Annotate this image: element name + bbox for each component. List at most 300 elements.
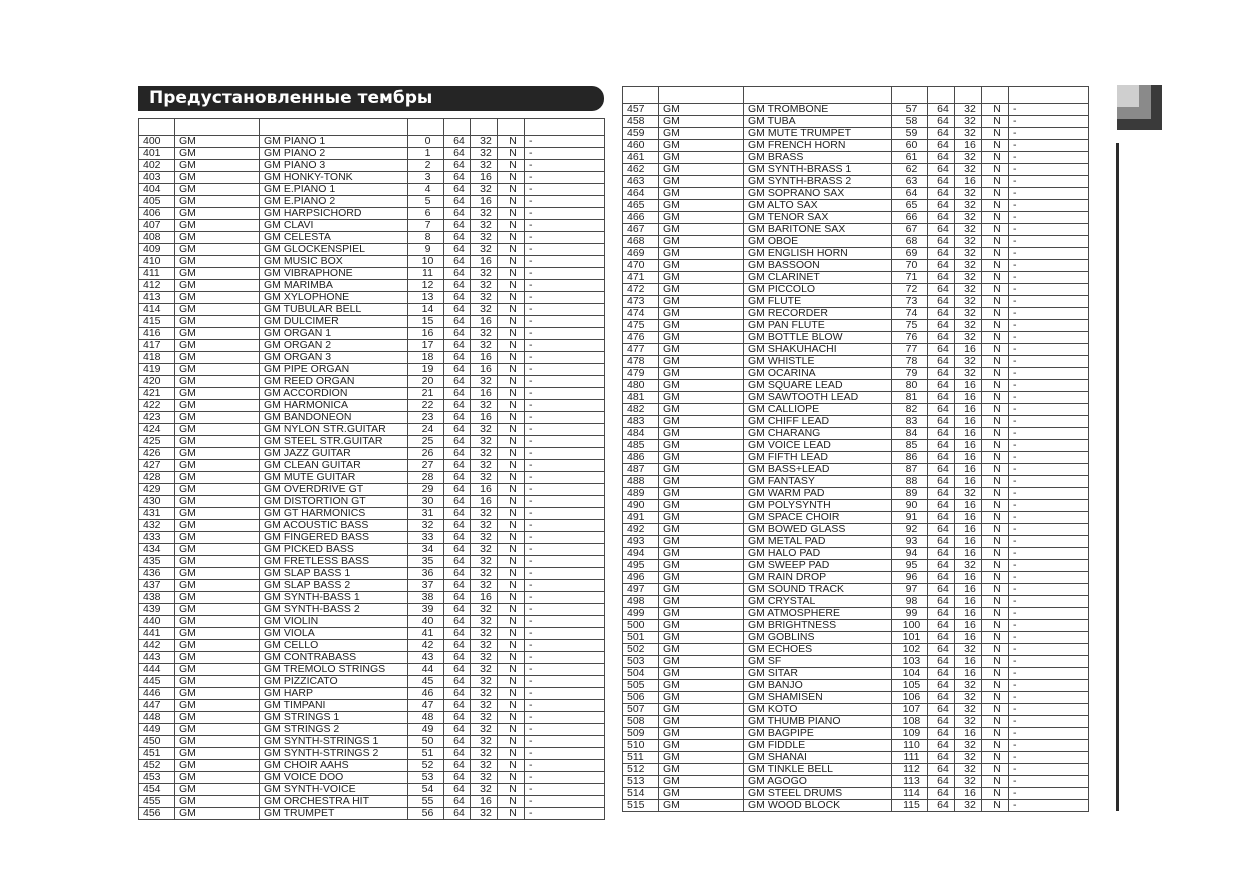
mode-cell: N (498, 184, 525, 196)
voice-number-cell: 423 (139, 412, 175, 424)
voice-name-cell: GM SOPRANO SAX (744, 188, 892, 200)
program-cell: 93 (892, 536, 928, 548)
mode-cell: N (498, 388, 525, 400)
program-cell: 107 (892, 704, 928, 716)
bank-cell: GM (659, 680, 744, 692)
mode-cell: N (498, 628, 525, 640)
bank-cell: GM (175, 580, 260, 592)
table-row (623, 608, 1089, 620)
voice-name-cell: GM CHIFF LEAD (744, 416, 892, 428)
voice-number-cell: 417 (139, 340, 175, 352)
bank-cell: GM (175, 460, 260, 472)
bank-cell: GM (175, 652, 260, 664)
voice-name-cell: GM SOUND TRACK (744, 584, 892, 596)
program-cell: 28 (408, 472, 444, 484)
voice-name-cell: GM CELESTA (260, 232, 408, 244)
program-cell: 60 (892, 140, 928, 152)
volume-cell: 64 (444, 448, 471, 460)
program-cell: 26 (408, 448, 444, 460)
mode-cell: N (982, 596, 1009, 608)
voice-number-cell: 458 (623, 116, 659, 128)
bank-cell: GM (175, 172, 260, 184)
option-cell: - (525, 664, 605, 676)
program-cell: 101 (892, 632, 928, 644)
volume-cell: 64 (444, 436, 471, 448)
voice-number-cell: 512 (623, 764, 659, 776)
voice-name-cell: GM MUTE TRUMPET (744, 128, 892, 140)
voice-name-cell: GM PIZZICATO (260, 676, 408, 688)
volume-cell: 64 (928, 224, 955, 236)
voice-number-cell: 408 (139, 232, 175, 244)
octave-cell: 32 (955, 800, 982, 812)
voice-number-cell: 449 (139, 724, 175, 736)
bank-cell: GM (659, 188, 744, 200)
voice-name-cell: GM ATMOSPHERE (744, 608, 892, 620)
program-cell: 73 (892, 296, 928, 308)
mode-cell: N (498, 160, 525, 172)
option-cell: - (525, 400, 605, 412)
bank-cell: GM (175, 148, 260, 160)
mode-cell: N (982, 200, 1009, 212)
program-cell: 104 (892, 668, 928, 680)
voice-number-cell: 470 (623, 260, 659, 272)
table-row (623, 476, 1089, 488)
voice-name-cell: GM PIANO 3 (260, 160, 408, 172)
voice-name-cell: GM ACOUSTIC BASS (260, 520, 408, 532)
octave-cell: 16 (471, 796, 498, 808)
program-cell: 70 (892, 260, 928, 272)
voice-number-cell: 491 (623, 512, 659, 524)
bank-cell: GM (175, 232, 260, 244)
voice-name-cell: GM REED ORGAN (260, 376, 408, 388)
voice-name-cell: GM GT HARMONICS (260, 508, 408, 520)
octave-cell: 16 (955, 596, 982, 608)
volume-cell: 64 (928, 464, 955, 476)
octave-cell: 16 (955, 584, 982, 596)
volume-cell: 64 (444, 628, 471, 640)
table-row (139, 340, 605, 352)
bank-cell: GM (659, 584, 744, 596)
option-cell: - (1009, 704, 1089, 716)
voice-name-cell: GM DULCIMER (260, 316, 408, 328)
voice-name-cell: GM STEEL STR.GUITAR (260, 436, 408, 448)
voice-name-cell: GM BARITONE SAX (744, 224, 892, 236)
mode-cell: N (982, 260, 1009, 272)
voice-name-cell: GM FLUTE (744, 296, 892, 308)
bank-cell: GM (175, 316, 260, 328)
header-cell (982, 87, 1009, 104)
option-cell: - (525, 364, 605, 376)
bank-cell: GM (175, 328, 260, 340)
program-cell: 59 (892, 128, 928, 140)
program-cell: 81 (892, 392, 928, 404)
voice-name-cell: GM THUMB PIANO (744, 716, 892, 728)
voice-name-cell: GM TIMPANI (260, 700, 408, 712)
voice-name-cell: GM XYLOPHONE (260, 292, 408, 304)
octave-cell: 16 (955, 140, 982, 152)
option-cell: - (525, 136, 605, 148)
mode-cell: N (982, 656, 1009, 668)
volume-cell: 64 (928, 764, 955, 776)
option-cell: - (525, 256, 605, 268)
table-row (623, 344, 1089, 356)
table-row (139, 436, 605, 448)
bank-cell: GM (175, 208, 260, 220)
program-cell: 75 (892, 320, 928, 332)
voice-number-cell: 412 (139, 280, 175, 292)
volume-cell: 64 (928, 176, 955, 188)
voice-number-cell: 427 (139, 460, 175, 472)
volume-cell: 64 (928, 788, 955, 800)
table-row (139, 736, 605, 748)
octave-cell: 16 (955, 632, 982, 644)
bank-cell: GM (175, 496, 260, 508)
mode-cell: N (498, 808, 525, 820)
bank-cell: GM (175, 676, 260, 688)
page-title: Предустановленные тембры (138, 86, 604, 111)
bank-cell: GM (659, 152, 744, 164)
program-cell: 30 (408, 496, 444, 508)
voice-name-cell: GM CLARINET (744, 272, 892, 284)
voice-number-cell: 410 (139, 256, 175, 268)
voice-number-cell: 446 (139, 688, 175, 700)
program-cell: 77 (892, 344, 928, 356)
volume-cell: 64 (444, 592, 471, 604)
option-cell: - (525, 208, 605, 220)
mode-cell: N (982, 800, 1009, 812)
table-row (623, 716, 1089, 728)
table-row (623, 488, 1089, 500)
mode-cell: N (982, 560, 1009, 572)
option-cell: - (1009, 320, 1089, 332)
table-row (623, 308, 1089, 320)
program-cell: 29 (408, 484, 444, 496)
mode-cell: N (498, 580, 525, 592)
program-cell: 35 (408, 556, 444, 568)
table-row (139, 784, 605, 796)
table-row (139, 640, 605, 652)
header-cell (471, 119, 498, 136)
option-cell: - (525, 580, 605, 592)
voice-number-cell: 428 (139, 472, 175, 484)
voice-number-cell: 432 (139, 520, 175, 532)
octave-cell: 32 (955, 128, 982, 140)
volume-cell: 64 (928, 776, 955, 788)
voice-name-cell: GM ACCORDION (260, 388, 408, 400)
header-cell (444, 119, 471, 136)
octave-cell: 32 (471, 232, 498, 244)
octave-cell: 32 (471, 784, 498, 796)
voice-number-cell: 429 (139, 484, 175, 496)
voice-name-cell: GM TENOR SAX (744, 212, 892, 224)
volume-cell: 64 (928, 416, 955, 428)
program-cell: 88 (892, 476, 928, 488)
bank-cell: GM (175, 724, 260, 736)
table-row (623, 380, 1089, 392)
bank-cell: GM (659, 236, 744, 248)
mode-cell: N (498, 748, 525, 760)
program-cell: 91 (892, 512, 928, 524)
bank-cell: GM (659, 668, 744, 680)
bank-cell: GM (659, 224, 744, 236)
bank-cell: GM (175, 544, 260, 556)
voice-name-cell: GM STRINGS 2 (260, 724, 408, 736)
header-cell (1009, 87, 1089, 104)
table-row (139, 772, 605, 784)
table-row (623, 296, 1089, 308)
option-cell: - (1009, 620, 1089, 632)
table-row (139, 724, 605, 736)
option-cell: - (525, 352, 605, 364)
mode-cell: N (498, 292, 525, 304)
octave-cell: 32 (471, 184, 498, 196)
octave-cell: 16 (471, 412, 498, 424)
option-cell: - (525, 328, 605, 340)
option-cell: - (1009, 164, 1089, 176)
option-cell: - (1009, 188, 1089, 200)
table-row (623, 428, 1089, 440)
volume-cell: 64 (444, 196, 471, 208)
voice-name-cell: GM BRASS (744, 152, 892, 164)
table-row (139, 748, 605, 760)
volume-cell: 64 (444, 460, 471, 472)
table-row (139, 796, 605, 808)
volume-cell: 64 (444, 304, 471, 316)
octave-cell: 16 (471, 364, 498, 376)
voice-name-cell: GM POLYSYNTH (744, 500, 892, 512)
voice-number-cell: 426 (139, 448, 175, 460)
bank-cell: GM (175, 292, 260, 304)
page-tab-marker-light (1117, 85, 1139, 107)
mode-cell: N (982, 368, 1009, 380)
option-cell: - (525, 376, 605, 388)
octave-cell: 32 (471, 340, 498, 352)
voice-name-cell: GM STEEL DRUMS (744, 788, 892, 800)
voice-number-cell: 400 (139, 136, 175, 148)
program-cell: 108 (892, 716, 928, 728)
voice-number-cell: 425 (139, 436, 175, 448)
octave-cell: 32 (955, 188, 982, 200)
voice-number-cell: 421 (139, 388, 175, 400)
octave-cell: 16 (471, 316, 498, 328)
program-cell: 115 (892, 800, 928, 812)
octave-cell: 16 (955, 728, 982, 740)
voice-number-cell: 407 (139, 220, 175, 232)
octave-cell: 32 (471, 448, 498, 460)
bank-cell: GM (175, 436, 260, 448)
voice-name-cell: GM KOTO (744, 704, 892, 716)
volume-cell: 64 (928, 644, 955, 656)
octave-cell: 32 (471, 160, 498, 172)
table-row (623, 260, 1089, 272)
voice-number-cell: 515 (623, 800, 659, 812)
volume-cell: 64 (444, 328, 471, 340)
octave-cell: 16 (955, 656, 982, 668)
bank-cell: GM (175, 424, 260, 436)
voice-number-cell: 444 (139, 664, 175, 676)
bank-cell: GM (659, 140, 744, 152)
option-cell: - (1009, 716, 1089, 728)
option-cell: - (1009, 680, 1089, 692)
octave-cell: 32 (955, 308, 982, 320)
volume-cell: 64 (444, 664, 471, 676)
voice-name-cell: GM CALLIOPE (744, 404, 892, 416)
program-cell: 95 (892, 560, 928, 572)
mode-cell: N (982, 488, 1009, 500)
bank-cell: GM (175, 712, 260, 724)
program-cell: 4 (408, 184, 444, 196)
octave-cell: 16 (471, 388, 498, 400)
table-row (139, 472, 605, 484)
octave-cell: 32 (955, 164, 982, 176)
volume-cell: 64 (928, 188, 955, 200)
table-row (623, 680, 1089, 692)
bank-cell: GM (175, 364, 260, 376)
voice-name-cell: GM PICKED BASS (260, 544, 408, 556)
voice-name-cell: GM SYNTH-BRASS 2 (744, 176, 892, 188)
voice-number-cell: 459 (623, 128, 659, 140)
table-row (623, 248, 1089, 260)
table-row (623, 320, 1089, 332)
header-cell (892, 87, 928, 104)
mode-cell: N (498, 352, 525, 364)
table-row (139, 760, 605, 772)
voice-name-cell: GM HALO PAD (744, 548, 892, 560)
bank-cell: GM (175, 688, 260, 700)
table-row (623, 668, 1089, 680)
octave-cell: 32 (955, 260, 982, 272)
voice-number-cell: 454 (139, 784, 175, 796)
voice-name-cell: GM SLAP BASS 1 (260, 568, 408, 580)
mode-cell: N (498, 484, 525, 496)
option-cell: - (525, 676, 605, 688)
table-row (623, 548, 1089, 560)
mode-cell: N (498, 208, 525, 220)
volume-cell: 64 (928, 356, 955, 368)
volume-cell: 64 (444, 424, 471, 436)
option-cell: - (525, 280, 605, 292)
voice-number-cell: 452 (139, 760, 175, 772)
volume-cell: 64 (444, 796, 471, 808)
volume-cell: 64 (444, 736, 471, 748)
octave-cell: 32 (471, 772, 498, 784)
octave-cell: 32 (955, 224, 982, 236)
program-cell: 31 (408, 508, 444, 520)
octave-cell: 16 (955, 788, 982, 800)
octave-cell: 32 (955, 272, 982, 284)
octave-cell: 16 (471, 484, 498, 496)
bank-cell: GM (659, 644, 744, 656)
voice-number-cell: 509 (623, 728, 659, 740)
octave-cell: 32 (471, 664, 498, 676)
program-cell: 79 (892, 368, 928, 380)
voice-number-cell: 401 (139, 148, 175, 160)
octave-cell: 32 (955, 680, 982, 692)
volume-cell: 64 (928, 596, 955, 608)
option-cell: - (1009, 296, 1089, 308)
program-cell: 63 (892, 176, 928, 188)
option-cell: - (1009, 404, 1089, 416)
voice-number-cell: 416 (139, 328, 175, 340)
option-cell: - (525, 448, 605, 460)
octave-cell: 32 (471, 508, 498, 520)
bank-cell: GM (175, 376, 260, 388)
voice-number-cell: 431 (139, 508, 175, 520)
octave-cell: 16 (955, 392, 982, 404)
octave-cell: 32 (955, 488, 982, 500)
octave-cell: 32 (471, 520, 498, 532)
mode-cell: N (498, 592, 525, 604)
voice-number-cell: 402 (139, 160, 175, 172)
bank-cell: GM (659, 320, 744, 332)
voice-number-cell: 453 (139, 772, 175, 784)
table-row (623, 452, 1089, 464)
option-cell: - (525, 688, 605, 700)
volume-cell: 64 (928, 236, 955, 248)
bank-cell: GM (175, 556, 260, 568)
table-row (623, 788, 1089, 800)
program-cell: 37 (408, 580, 444, 592)
octave-cell: 16 (955, 668, 982, 680)
octave-cell: 32 (955, 152, 982, 164)
table-row (139, 628, 605, 640)
option-cell: - (1009, 668, 1089, 680)
voice-number-cell: 479 (623, 368, 659, 380)
mode-cell: N (498, 520, 525, 532)
table-row (139, 148, 605, 160)
mode-cell: N (982, 500, 1009, 512)
voice-name-cell: GM WOOD BLOCK (744, 800, 892, 812)
voice-number-cell: 448 (139, 712, 175, 724)
octave-cell: 32 (471, 376, 498, 388)
octave-cell: 32 (955, 356, 982, 368)
program-cell: 57 (892, 104, 928, 116)
voice-table-right (622, 86, 1089, 812)
voice-name-cell: GM OBOE (744, 236, 892, 248)
octave-cell: 32 (955, 644, 982, 656)
voice-name-cell: GM PIANO 2 (260, 148, 408, 160)
table-header-row (623, 87, 1089, 104)
voice-name-cell: GM FRETLESS BASS (260, 556, 408, 568)
bank-cell: GM (659, 116, 744, 128)
table-row (139, 364, 605, 376)
program-cell: 98 (892, 596, 928, 608)
option-cell: - (1009, 584, 1089, 596)
option-cell: - (525, 172, 605, 184)
voice-name-cell: GM PAN FLUTE (744, 320, 892, 332)
mode-cell: N (498, 448, 525, 460)
volume-cell: 64 (444, 772, 471, 784)
program-cell: 80 (892, 380, 928, 392)
volume-cell: 64 (928, 248, 955, 260)
voice-number-cell: 487 (623, 464, 659, 476)
mode-cell: N (982, 320, 1009, 332)
option-cell: - (1009, 308, 1089, 320)
program-cell: 18 (408, 352, 444, 364)
voice-number-cell: 447 (139, 700, 175, 712)
bank-cell: GM (659, 728, 744, 740)
voice-number-cell: 442 (139, 640, 175, 652)
volume-cell: 64 (928, 512, 955, 524)
voice-name-cell: GM SPACE CHOIR (744, 512, 892, 524)
bank-cell: GM (659, 632, 744, 644)
octave-cell: 32 (471, 244, 498, 256)
table-row (623, 176, 1089, 188)
voice-number-cell: 413 (139, 292, 175, 304)
bank-cell: GM (659, 776, 744, 788)
mode-cell: N (498, 784, 525, 796)
option-cell: - (525, 412, 605, 424)
